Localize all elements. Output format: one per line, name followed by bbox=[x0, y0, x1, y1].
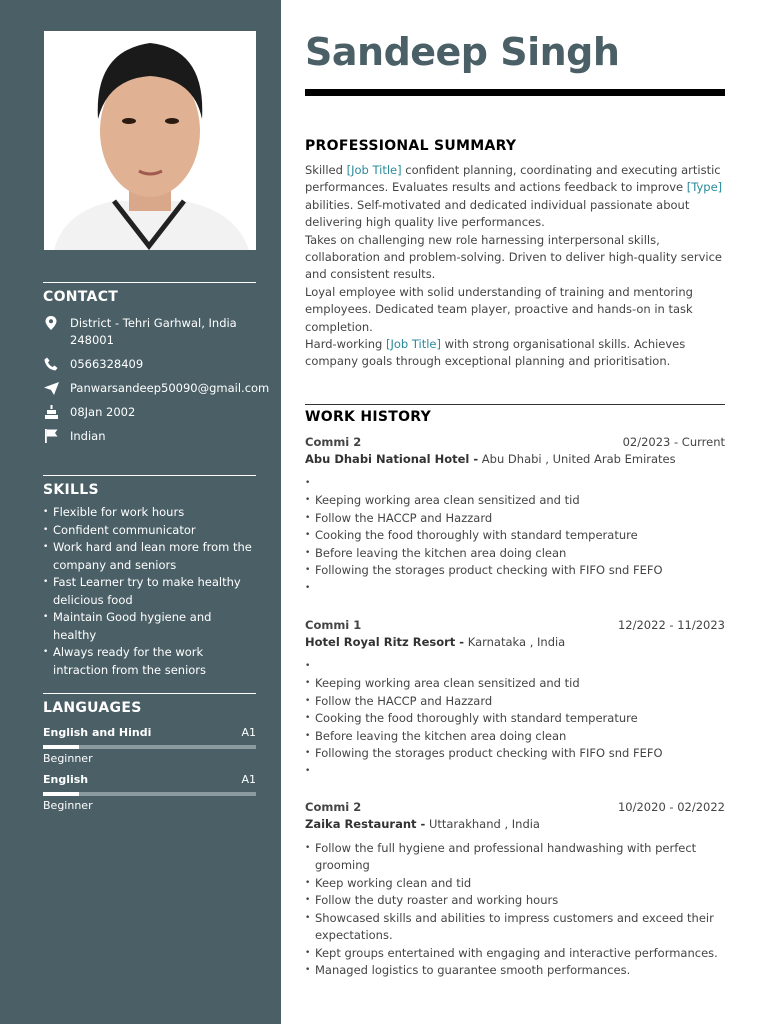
contact-nationality bbox=[43, 428, 256, 445]
skill-item: • Always ready for the work intraction from the seniors bbox=[43, 644, 256, 679]
placeholder-type: [Type] bbox=[686, 180, 723, 195]
placeholder-job-title: [Job Title] bbox=[385, 337, 441, 352]
contact-section bbox=[43, 282, 270, 452]
flag-icon bbox=[43, 428, 59, 444]
list-item: • Following the storages product checking with FIFO snd FEFO bbox=[305, 562, 725, 580]
language-name: English and Hindi bbox=[43, 726, 152, 739]
sidebar bbox=[0, 0, 281, 1024]
language-proficiency-bar bbox=[43, 792, 256, 796]
language-item bbox=[43, 773, 256, 812]
job-employer: Abu Dhabi National Hotel - Abu Dhabi , United Arab Emirates bbox=[305, 452, 676, 467]
job-dates: 02/2023 - Current bbox=[622, 435, 725, 449]
language-item bbox=[43, 726, 256, 765]
list-item: • Cooking the food thoroughly with standard temperature bbox=[305, 710, 725, 728]
list-item: • Follow the duty roaster and working hours bbox=[305, 892, 725, 910]
summary-paragraph: Hard-working [Job Title] with strong organisational skills. Achieves company goals through exceptional planning and prioritisation. bbox=[305, 337, 686, 369]
contact-title: CONTACT bbox=[43, 289, 119, 305]
name-divider bbox=[305, 89, 725, 96]
list-item: • Following the storages product checking with FIFO snd FEFO bbox=[305, 745, 725, 763]
languages-title: LANGUAGES bbox=[43, 700, 142, 716]
list-item: • Managed logistics to guarantee smooth performances. bbox=[305, 962, 725, 980]
email-address: Panwarsandeep50090@gmail.com bbox=[70, 381, 270, 395]
location-pin-icon bbox=[43, 315, 59, 331]
summary-title: PROFESSIONAL SUMMARY bbox=[305, 138, 517, 154]
summary-section bbox=[305, 138, 725, 371]
contact-address bbox=[43, 315, 256, 349]
skill-item: • Work hard and lean more from the company and seniors bbox=[43, 539, 256, 574]
language-description: Beginner bbox=[43, 799, 93, 812]
job-entry bbox=[305, 434, 725, 597]
placeholder-job-title: [Job Title] bbox=[346, 163, 402, 177]
skill-item: • Fast Learner try to make healthy delicious food bbox=[43, 574, 256, 609]
job-title: Commi 2 bbox=[305, 435, 362, 449]
summary-paragraph: Loyal employee with solid understanding of training and mentoring employees. Dedicated team player, proactive and hands-on in task completion. bbox=[305, 284, 693, 334]
list-item: • Follow the full hygiene and professional handwashing with perfect grooming bbox=[305, 840, 725, 875]
job-entry bbox=[305, 617, 725, 780]
job-entry bbox=[305, 799, 725, 980]
language-name: English bbox=[43, 773, 89, 786]
date-of-birth: 08Jan 2002 bbox=[70, 405, 136, 419]
list-item: • Follow the HACCP and Hazzard bbox=[305, 510, 725, 528]
job-title: Commi 2 bbox=[305, 800, 362, 814]
language-proficiency-bar bbox=[43, 745, 256, 749]
list-item: • Keeping working area clean sensitized and tid bbox=[305, 675, 725, 693]
list-item: • Showcased skills and abilities to impress customers and exceed their expectations. bbox=[305, 910, 725, 945]
summary-paragraph: Takes on challenging new role harnessing interpersonal skills, collaboration and problem-solving. Driven to deliver high-quality service and consistent results. bbox=[305, 232, 722, 282]
language-proficiency-fill bbox=[43, 792, 79, 796]
contact-phone bbox=[43, 356, 256, 373]
skill-item: • Confident communicator bbox=[43, 522, 256, 540]
list-item: • Kept groups entertained with engaging and interactive performances. bbox=[305, 945, 725, 963]
job-employer: Zaika Restaurant - Uttarakhand , India bbox=[305, 817, 540, 832]
nationality: Indian bbox=[70, 429, 106, 443]
job-bullets bbox=[305, 840, 725, 980]
list-item: • Before leaving the kitchen area doing clean bbox=[305, 545, 725, 563]
language-level: A1 bbox=[241, 726, 256, 739]
language-level: A1 bbox=[241, 773, 256, 786]
job-dates: 12/2022 - 11/2023 bbox=[617, 618, 725, 632]
skills-list bbox=[43, 504, 256, 679]
list-item: • Before leaving the kitchen area doing clean bbox=[305, 728, 725, 746]
summary-paragraph: Skilled [Job Title] confident planning, coordinating and executing artistic performances. Evaluates results and actions feedback to improve [Type] abilities. Self-motivated and dedicated individual passionate about delivering high quality live performances. bbox=[305, 163, 723, 230]
list-item: • Follow the HACCP and Hazzard bbox=[305, 693, 725, 711]
list-item: • Keep working clean and tid bbox=[305, 875, 725, 893]
list-item bbox=[305, 580, 725, 598]
send-icon bbox=[43, 380, 59, 396]
job-employer: Hotel Royal Ritz Resort - Karnataka , India bbox=[305, 635, 566, 650]
list-item bbox=[305, 763, 725, 781]
phone-icon bbox=[43, 356, 59, 372]
language-description: Beginner bbox=[43, 752, 93, 765]
contact-email bbox=[43, 380, 270, 397]
list-item: • Keeping working area clean sensitized and tid bbox=[305, 492, 725, 510]
work-history-title: WORK HISTORY bbox=[305, 409, 432, 425]
language-proficiency-fill bbox=[43, 745, 79, 749]
skills-section bbox=[43, 475, 256, 679]
address-line2: 248001 bbox=[70, 333, 114, 347]
profile-photo bbox=[44, 31, 256, 250]
candidate-name: Sandeep Singh bbox=[305, 30, 620, 74]
job-bullets bbox=[305, 475, 725, 598]
skills-title: SKILLS bbox=[43, 482, 99, 498]
list-item bbox=[305, 475, 725, 493]
address-line1: District - Tehri Garhwal, India bbox=[70, 316, 237, 330]
list-item bbox=[305, 658, 725, 676]
work-history-section bbox=[305, 404, 725, 425]
list-item: • Cooking the food thoroughly with standard temperature bbox=[305, 527, 725, 545]
job-title: Commi 1 bbox=[305, 618, 362, 632]
job-bullets bbox=[305, 658, 725, 781]
languages-section bbox=[43, 693, 256, 820]
contact-dob bbox=[43, 404, 256, 421]
cake-icon bbox=[43, 404, 59, 420]
skill-item: • Flexible for work hours bbox=[43, 504, 256, 522]
phone-number: 0566328409 bbox=[70, 357, 144, 371]
skill-item: • Maintain Good hygiene and healthy bbox=[43, 609, 256, 644]
job-dates: 10/2020 - 02/2022 bbox=[617, 800, 725, 814]
